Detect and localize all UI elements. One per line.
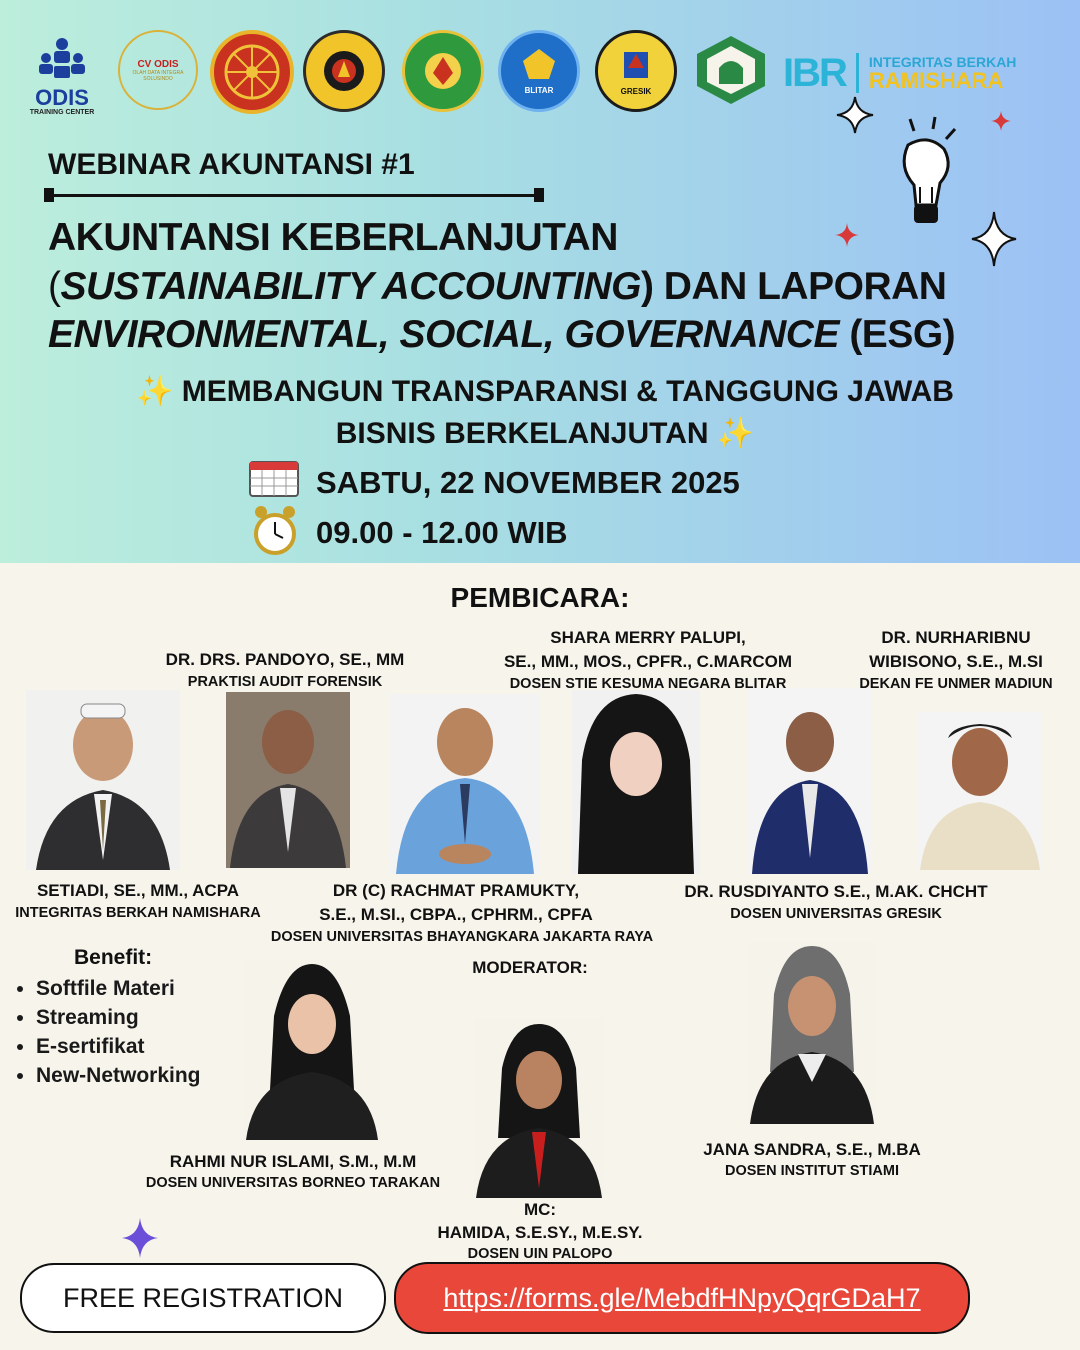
- benefit-item: • Streaming: [36, 1003, 201, 1032]
- person-silhouette-icon: [226, 692, 350, 868]
- title-line-2-open: (: [48, 265, 61, 308]
- speaker-photo-pandoyo: [226, 692, 350, 868]
- moderator-name-jana: JANA SANDRA, S.E., M.BA: [703, 1140, 921, 1159]
- cv-odis-text: CV ODIS: [137, 58, 179, 70]
- ibr-mark: IBR: [783, 50, 846, 95]
- speaker-role-rusdiyanto: DOSEN UNIVERSITAS GRESIK: [730, 906, 942, 922]
- ibr-line2: RAMISHARA: [868, 68, 1004, 93]
- ibr-logo: [783, 50, 1068, 96]
- alarm-clock-icon: [252, 504, 298, 558]
- unmer-emblem-icon: [316, 43, 372, 99]
- registration-link[interactable]: https://forms.gle/MebdfHNpyQqrGDaH7: [394, 1262, 970, 1334]
- title-line-3-rest: (ESG): [838, 313, 956, 356]
- cv-odis-logo: [118, 30, 198, 110]
- person-silhouette-icon: [26, 690, 180, 870]
- unmer-madiun-logo: [303, 30, 385, 112]
- underline-left-cap: [44, 188, 54, 202]
- tagline-line-2: BISNIS BERKELANJUTAN ✨: [335, 417, 755, 450]
- speaker-photo-setiadi: [26, 690, 180, 870]
- title-line-3-italic: ENVIRONMENTAL, SOCIAL, GOVERNANCE: [48, 313, 839, 356]
- speaker-name-pandoyo: DR. DRS. PANDOYO, SE., MM: [165, 650, 405, 669]
- title-line-1: AKUNTANSI KEBERLANJUTAN: [48, 216, 618, 259]
- moderator-photo-jana: [748, 942, 876, 1124]
- speaker-photo-rachmat: [390, 694, 540, 874]
- cv-odis-ring-text: OLAH DATA INTEGRA SOLUSINDO: [132, 69, 184, 82]
- sparkle-purple-icon: [120, 1216, 160, 1260]
- odis-sub: TRAINING CENTER: [29, 109, 95, 116]
- speaker-photo-rusdiyanto: [748, 688, 872, 874]
- moderator-label: MODERATOR:: [472, 958, 588, 977]
- wheel-icon: [222, 42, 282, 102]
- sparkle-large-icon: [970, 210, 1018, 268]
- event-date: SABTU, 22 NOVEMBER 2025: [316, 465, 740, 500]
- benefit-list: [0, 974, 201, 1090]
- bhayangkara-emblem-icon: [415, 43, 471, 99]
- speaker-name-shara-1: SHARA MERRY PALUPI,: [550, 628, 746, 647]
- speakers-heading: PEMBICARA:: [450, 582, 630, 613]
- speaker-photo-nurharibnu: [918, 712, 1042, 870]
- lightbulb-icon: [880, 115, 970, 235]
- speaker-role-nurharibnu: DEKAN FE UNMER MADIUN: [859, 676, 1053, 692]
- benefit-item: • New-Networking: [36, 1061, 201, 1090]
- title-line-3: [48, 313, 955, 357]
- speaker-role-setiadi: INTEGRITAS BERKAH NAMISHARA: [15, 905, 261, 921]
- speaker-name-rachmat-2: S.E., M.SI., CBPA., CPHRM., CPFA: [319, 905, 593, 924]
- stie-kesuma-negara-logo: [498, 30, 580, 112]
- stie-city: BLITAR: [524, 86, 554, 95]
- wheel-logo: [210, 30, 294, 114]
- universitas-gresik-logo: [595, 30, 677, 112]
- odis-people-icon: [24, 36, 100, 82]
- person-silhouette-icon: [918, 712, 1042, 870]
- title-line-2-italic: SUSTAINABILITY ACCOUNTING: [60, 265, 641, 308]
- person-silhouette-icon: [748, 942, 876, 1124]
- moderator-photo-rahmi: [244, 960, 380, 1140]
- speaker-role-rachmat: DOSEN UNIVERSITAS BHAYANGKARA JAKARTA RAYA: [270, 929, 654, 945]
- tagline-line-1: ✨ MEMBANGUN TRANSPARANSI & TANGGUNG JAWAB: [136, 375, 954, 408]
- speaker-name-nurharibnu-1: DR. NURHARIBNU: [881, 628, 1031, 647]
- underline-right-cap: [534, 188, 544, 202]
- speaker-role-pandoyo: PRAKTISI AUDIT FORENSIK: [187, 674, 383, 690]
- webinar-label: WEBINAR AKUNTANSI #1: [48, 148, 415, 181]
- speaker-name-rachmat-1: DR (C) RACHMAT PRAMUKTY,: [332, 881, 580, 900]
- person-silhouette-icon: [390, 694, 540, 874]
- ibr-divider: [856, 53, 859, 93]
- bhayangkara-logo: [402, 30, 484, 112]
- ibr-line1: INTEGRITAS BERKAH: [868, 54, 1017, 70]
- speaker-name-setiadi: SETIADI, SE., MM., ACPA: [36, 881, 240, 900]
- benefit-item: • Softfile Materi: [36, 974, 201, 1003]
- mc-photo-hamida: [474, 1018, 604, 1198]
- mc-role: DOSEN UIN PALOPO: [467, 1246, 613, 1262]
- free-registration-label: FREE REGISTRATION: [62, 1282, 344, 1313]
- person-silhouette-icon: [748, 688, 872, 874]
- gresik-emblem-icon: [616, 46, 656, 82]
- uin-palopo-logo: [693, 34, 769, 106]
- moderator-role-rahmi: DOSEN UNIVERSITAS BORNEO TARAKAN: [145, 1175, 441, 1191]
- speaker-name-nurharibnu-2: WIBISONO, S.E., M.SI: [869, 652, 1043, 671]
- odis-name: ODIS: [35, 85, 89, 110]
- title-line-2-rest: ) DAN LAPORAN: [640, 265, 947, 308]
- person-silhouette-icon: [244, 960, 380, 1140]
- calendar-icon: [248, 456, 300, 498]
- odis-logo: [24, 36, 100, 116]
- mc-name: HAMIDA, S.E.SY., M.E.SY.: [437, 1223, 643, 1242]
- mc-label: MC:: [523, 1200, 557, 1219]
- free-registration-badge: [20, 1263, 386, 1333]
- speaker-name-shara-2: SE., MM., MOS., CPFR., C.MARCOM: [503, 652, 793, 671]
- benefit-item: • E-sertifikat: [36, 1032, 201, 1061]
- person-silhouette-icon: [474, 1018, 604, 1198]
- title-line-2: [48, 265, 946, 309]
- event-time: 09.00 - 12.00 WIB: [316, 515, 568, 550]
- gresik-city: GRESIK: [620, 87, 652, 96]
- sparkle-red-icon: [834, 222, 860, 248]
- speaker-photo-shara: [572, 690, 700, 874]
- mosque-emblem-icon: [693, 34, 769, 106]
- sparkle-icon: [835, 95, 875, 135]
- sparkle-small-red-icon: [990, 110, 1012, 132]
- stie-emblem-icon: [519, 47, 559, 81]
- speaker-name-rusdiyanto: DR. RUSDIYANTO S.E., M.AK. CHCHT: [684, 882, 988, 901]
- moderator-role-jana: DOSEN INSTITUT STIAMI: [725, 1163, 899, 1179]
- moderator-name-rahmi: RAHMI NUR ISLAMI, S.M., M.M: [169, 1152, 417, 1171]
- benefit-heading: Benefit:: [74, 946, 153, 969]
- speaker-role-shara: DOSEN STIE KESUMA NEGARA BLITAR: [509, 676, 787, 692]
- person-silhouette-icon: [572, 690, 700, 874]
- webinar-underline: [48, 194, 540, 197]
